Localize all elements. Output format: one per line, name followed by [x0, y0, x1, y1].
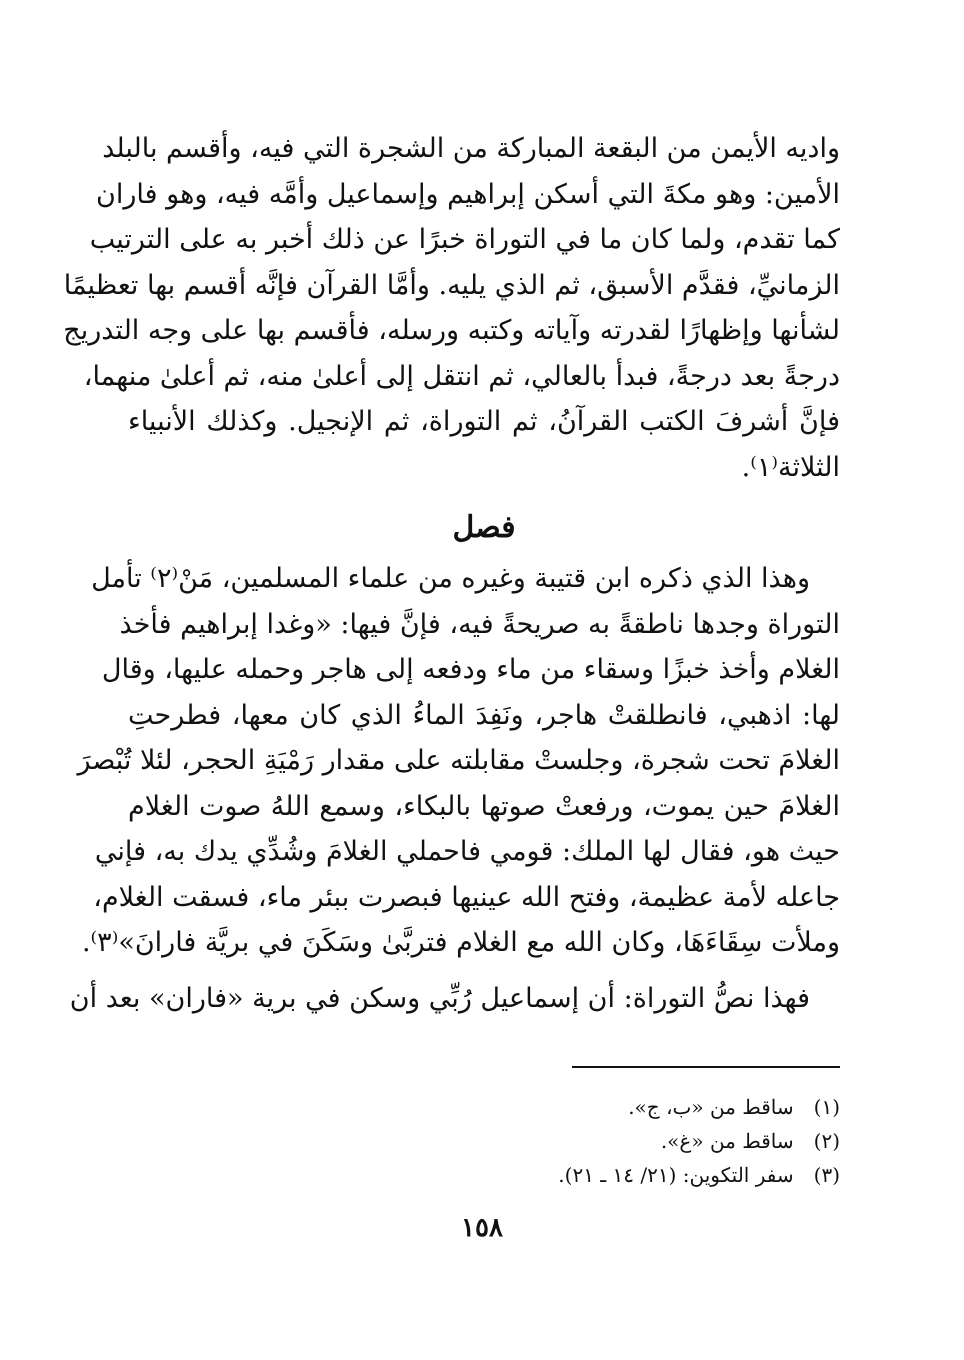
main-text	[63, 126, 840, 1021]
text-line: فإنَّ أشرفَ الكتب القرآنُ، ثم التوراة، ثم الإنجيل. وكذلك الأنبياء	[128, 406, 840, 437]
text-line: الأمين: وهو مكةَ التي أسكن إبراهيم وإسماعيل وأمَّه فيه، وهو فاران	[96, 178, 840, 210]
text-line: الزمانيِّ، فقدَّم الأسبق، ثم الذي يليه. وأمَّا القرآن فإنَّه أقسم بها تعظيمًا	[63, 269, 840, 301]
text-line: لها: اذهبي، فانطلقتْ هاجر، ونَفِدَ الماءُ الذي كان معها، فطرحتِ	[128, 699, 840, 731]
text-line: حيث هو، فقال لها الملك: قومي فاحملي الغلامَ وشُدِّي يدك به، فإني	[94, 836, 840, 867]
footnote-number: (٢)	[813, 1129, 840, 1153]
page-number: ١٥٨	[461, 1213, 503, 1243]
paragraph-1	[63, 126, 840, 490]
footnote-item	[340, 1158, 840, 1192]
text-line: الثلاثة⁽١⁾.	[741, 451, 840, 483]
text-line: وملأت سِقَاءَهَا، وكان الله مع الغلام فتربَّىٰ وسَكَنَ في بريَّة فارانَ»⁽٣⁾.	[81, 927, 840, 958]
paragraph-gap	[128, 966, 840, 976]
text-line: درجةً بعد درجةً، فبدأ بالعالي، ثم انتقل إلى أعلىٰ منه، ثم أعلىٰ منهما،	[83, 360, 840, 392]
footnote-text: ساقط من «ب، ج».	[628, 1095, 794, 1119]
footnote-text: سفر التكوين: (٢١/ ١٤ ـ ٢١).	[558, 1163, 794, 1187]
text-line: وهذا الذي ذكره ابن قتيبة وغيره من علماء المسلمين، مَنْ⁽٢⁾ تأمل	[91, 563, 810, 594]
text-line: الغلام وأخذ خبزًا وسقاء من ماء ودفعه إلى هاجر وحمله عليها، وقال	[101, 654, 840, 685]
text-line: واديه الأيمن من البقعة المباركة من الشجرة التي فيه، وأقسم بالبلد	[102, 133, 840, 164]
text-line: فهذا نصُّ التوراة: أن إسماعيل رُبِّي وسكن في برية «فاران» بعد أن	[69, 982, 810, 1014]
footnote-item	[340, 1090, 840, 1124]
footnote-text: ساقط من «غ».	[660, 1129, 794, 1153]
text-line: التوراة وجدها ناطقةً به صريحةً فيه، فإنَّ فيها: «وغدا إبراهيم فأخذ	[119, 608, 840, 640]
text-line: الغلامَ تحت شجرة، وجلستْ مقابلته على مقدار رَمْيَةِ الحجر، لئلا تُبْصرَ	[77, 745, 840, 776]
text-line: جاعله لأمة عظيمة، وفتح الله عينيها فبصرت ببئر ماء، فسقت الغلام،	[93, 881, 840, 913]
footnote-number: (٣)	[813, 1163, 840, 1187]
text-line: كما تقدم، ولما كان ما في التوراة خبرًا عن ذلك أخبر به على الترتيب	[89, 224, 840, 255]
text-line: لشأنها وإظهارًا لقدرته وآياته وكتبه ورسله، فأقسم بها على وجه التدريج	[63, 315, 840, 346]
text-line: الغلامَ حين يموت، ورفعتْ صوتها بالبكاء، وسمع اللهُ صوت الغلام	[128, 790, 840, 822]
paragraph-3	[69, 976, 840, 1022]
footnote-divider	[572, 1066, 840, 1068]
footnotes	[340, 1090, 840, 1192]
section-heading: فصل	[452, 510, 516, 545]
footnote-number: (١)	[813, 1095, 840, 1119]
footnote-item	[340, 1124, 840, 1158]
paragraph-2	[77, 556, 840, 966]
